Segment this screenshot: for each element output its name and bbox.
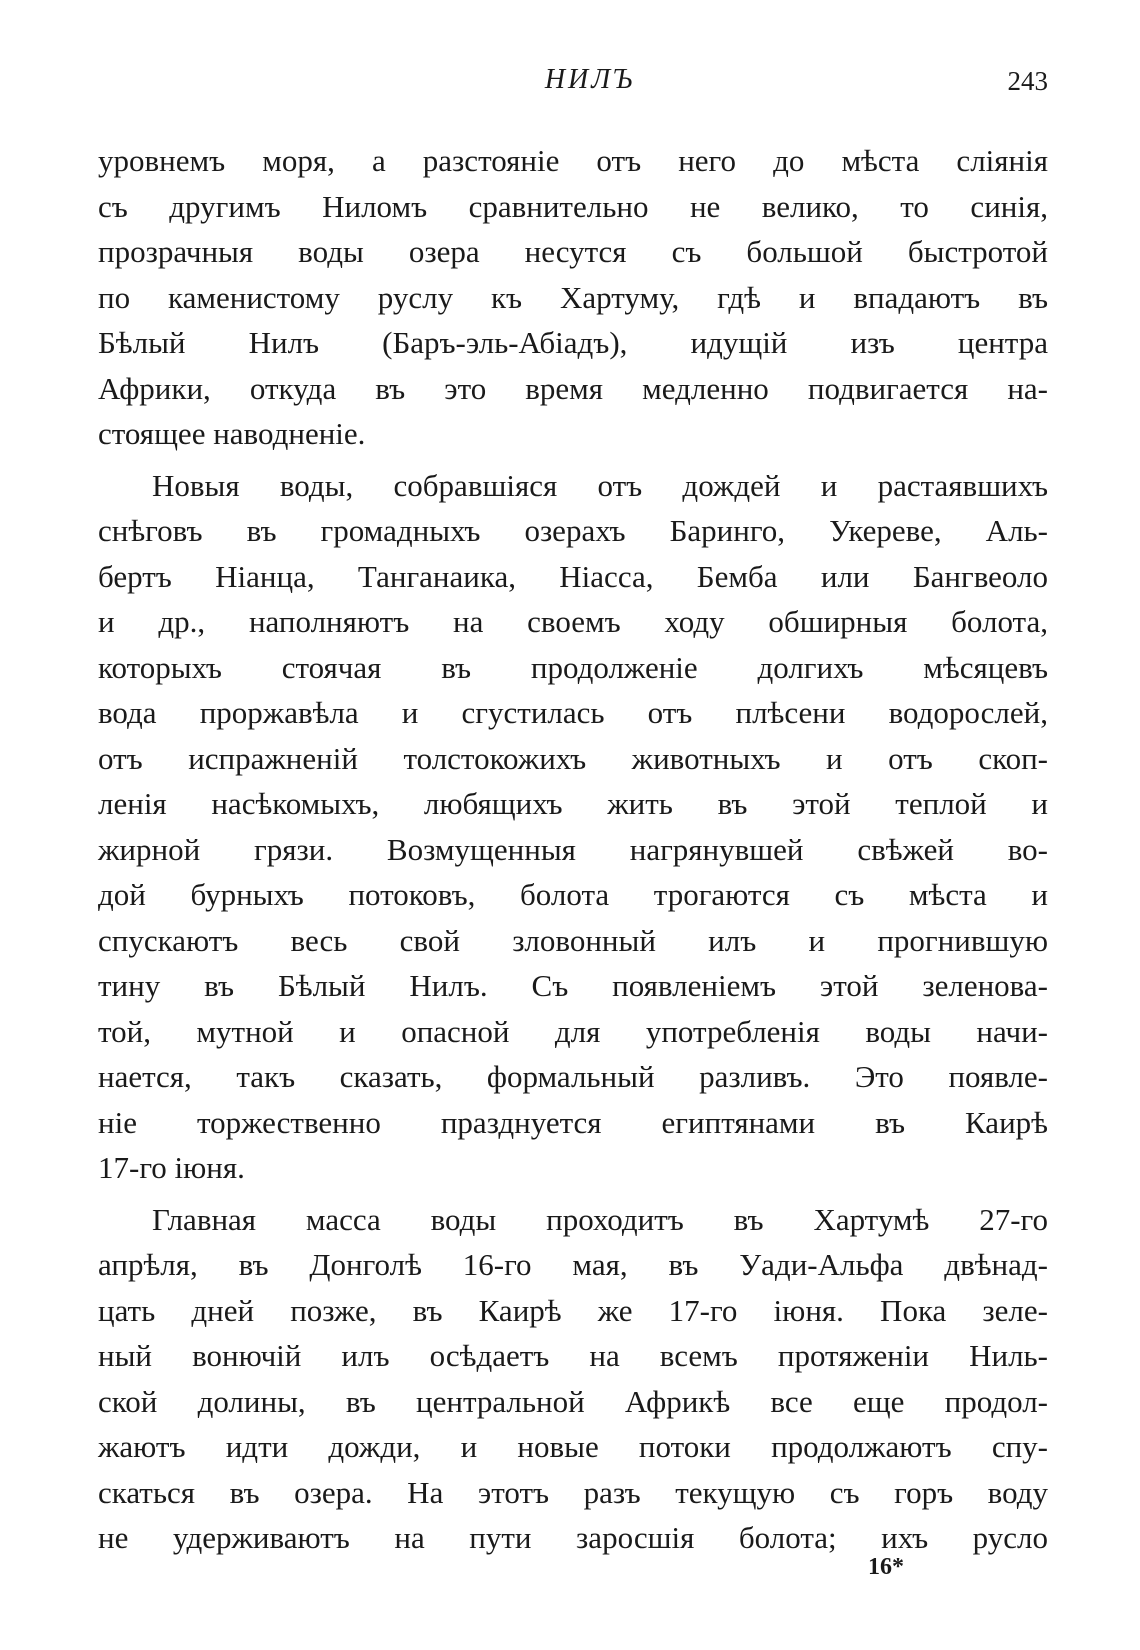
text-line: Главная масса воды проходитъ въ Хартумѣ 27-го — [152, 1201, 1048, 1237]
text-line: съ другимъ Ниломъ сравнительно не велико, то синія, — [98, 188, 1048, 224]
text-line: бертъ Ніанца, Танганаика, Ніасса, Бемба или Бангвеоло — [98, 558, 1048, 594]
running-title: НИЛЪ — [544, 64, 636, 95]
text-line: ской долины, въ центральной Африкѣ все еще продол- — [98, 1383, 1048, 1419]
text-line: нается, такъ сказать, формальный разливъ. Это появле- — [98, 1059, 1048, 1094]
text-line: жирной грязи. Возмущенныя нагрянувшей свѣжей во- — [98, 831, 1048, 867]
text-line: по каменистому руслу къ Хартуму, гдѣ и впадаютъ въ — [98, 279, 1048, 315]
text-line: той, мутной и опасной для употребленія воды начи- — [98, 1013, 1048, 1049]
text-line: апрѣля, въ Донголѣ 16-го мая, въ Уади-Альфа двѣнад- — [98, 1247, 1048, 1282]
signature-mark: 16* — [868, 1554, 904, 1580]
text-line: ленія насѣкомыхъ, любящихъ жить въ этой теплой и — [98, 786, 1048, 821]
text-line: тину въ Бѣлый Нилъ. Съ появленіемъ этой зеленова- — [98, 968, 1048, 1003]
text-line: Африки, откуда въ это время медленно подвигается на- — [98, 370, 1048, 406]
text-line: вода проржавѣла и сгустилась отъ плѣсени водорослей, — [98, 695, 1048, 730]
text-line: жаютъ идти дожди, и новые потоки продолжаютъ спу- — [98, 1429, 1048, 1464]
text-line: стоящее наводненіе. — [98, 416, 366, 451]
body-text — [98, 138, 1048, 1561]
text-line: Бѣлый Нилъ (Баръ-эль-Абіадъ), идущій изъ центра — [98, 325, 1048, 360]
text-line: и др., наполняютъ на своемъ ходу обширныя болота, — [98, 604, 1048, 639]
text-line: которыхъ стоячая въ продолженіе долгихъ мѣсяцевъ — [98, 649, 1048, 685]
text-line: цать дней позже, въ Каирѣ же 17-го іюня. Пока зеле- — [98, 1292, 1048, 1328]
text-line: 17-го іюня. — [98, 1150, 245, 1185]
text-line: скаться въ озера. На этотъ разъ текущую съ горъ воду — [98, 1474, 1048, 1510]
text-line: дой бурныхъ потоковъ, болота трогаются съ мѣста и — [98, 877, 1048, 912]
running-head — [0, 62, 1140, 102]
text-line: снѣговъ въ громадныхъ озерахъ Баринго, Укереве, Аль- — [98, 513, 1048, 548]
text-line: отъ испражненій толстокожихъ животныхъ и отъ скоп- — [98, 740, 1048, 776]
text-line: прозрачныя воды озера несутся съ большой быстротой — [98, 234, 1048, 269]
page-number: 243 — [1007, 66, 1048, 96]
text-line: ный вонючій илъ осѣдаетъ на всемъ протяженіи Ниль- — [98, 1338, 1048, 1373]
text-line: не удерживаютъ на пути заросшія болота; ихъ русло — [98, 1520, 1048, 1555]
text-line: Новыя воды, собравшіяся отъ дождей и растаявшихъ — [152, 467, 1048, 503]
text-line: уровнемъ моря, а разстояніе отъ него до мѣста сліянія — [98, 143, 1048, 178]
text-line: ніе торжественно празднуется египтянами въ Каирѣ — [98, 1104, 1048, 1140]
text-line: спускаютъ весь свой зловонный илъ и прогнившую — [98, 922, 1048, 958]
